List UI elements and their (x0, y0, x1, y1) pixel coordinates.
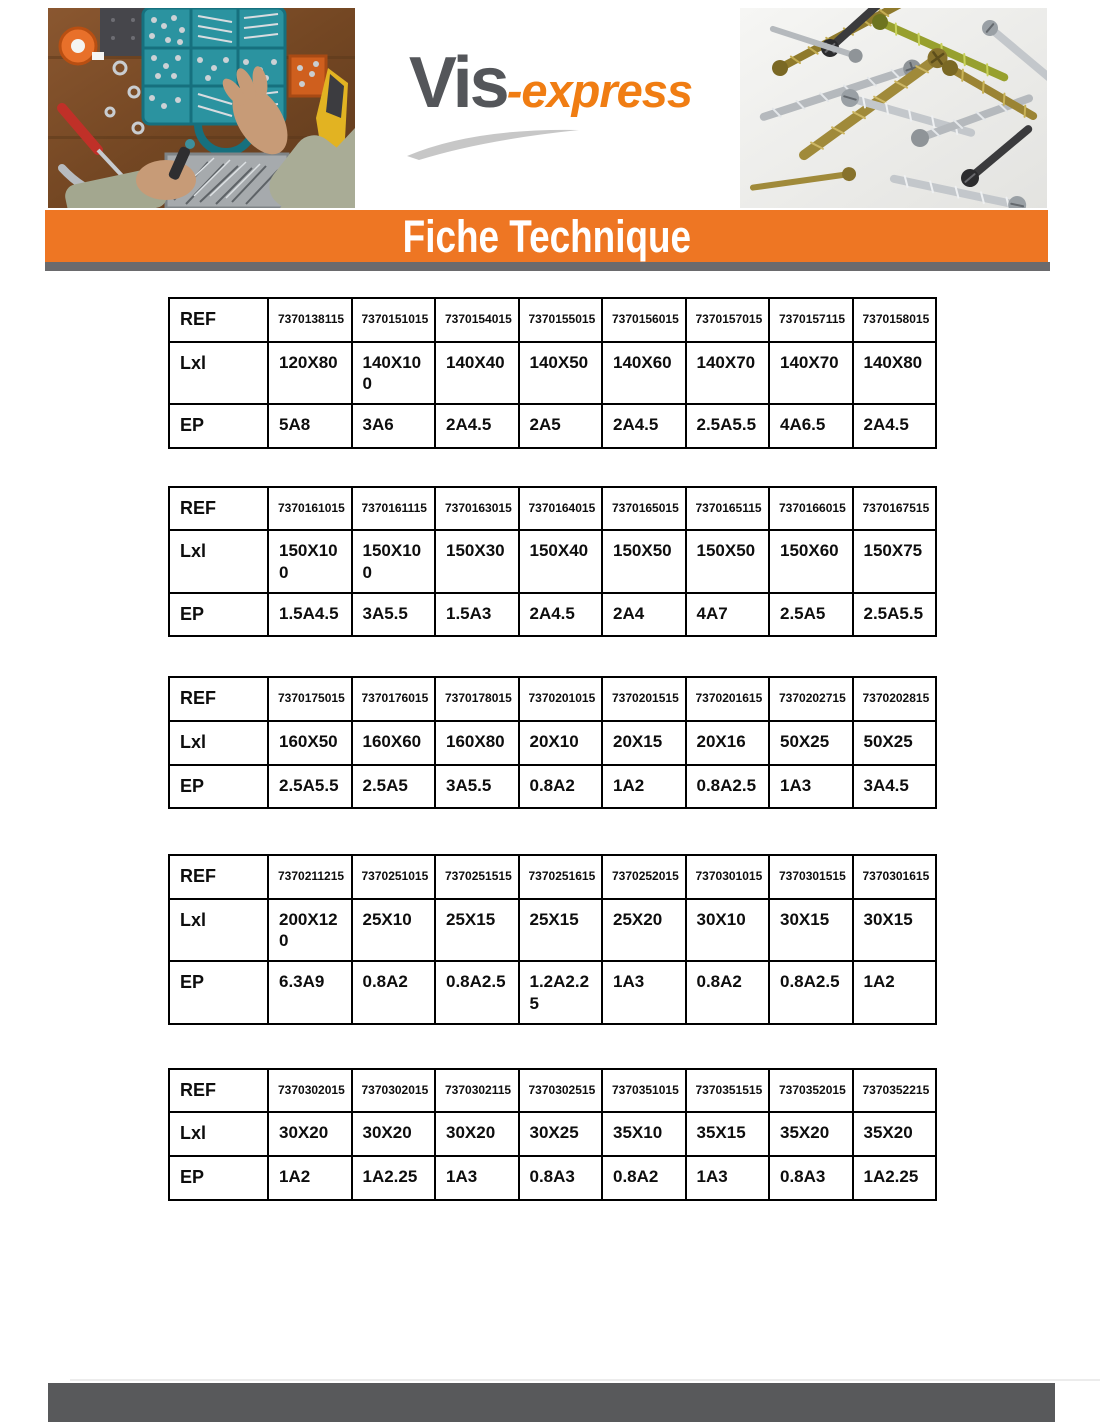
lxl-cell: 150X30 (435, 530, 519, 593)
ep-row (169, 404, 936, 448)
ep-row-label: EP (169, 404, 268, 448)
spec-table (168, 297, 937, 449)
ep-cell: 2.5A5 (352, 765, 436, 809)
lxl-cell: 150X100 (268, 530, 352, 593)
ref-cell: 7370201015 (519, 677, 603, 721)
ep-cell: 1.5A4.5 (268, 593, 352, 637)
ep-cell: 0.8A2.5 (686, 765, 770, 809)
ref-row (169, 677, 936, 721)
ref-cell: 7370202715 (769, 677, 853, 721)
ep-row-label: EP (169, 765, 268, 809)
ep-row (169, 1156, 936, 1200)
ref-cell: 7370251515 (435, 855, 519, 899)
ep-row-label: EP (169, 1156, 268, 1200)
ref-cell: 7370161115 (352, 487, 436, 531)
ref-cell: 7370156015 (602, 298, 686, 342)
lxl-cell: 150X50 (686, 530, 770, 593)
lxl-cell: 140X40 (435, 342, 519, 405)
ep-row (169, 765, 936, 809)
ref-cell: 7370251015 (352, 855, 436, 899)
lxl-row (169, 342, 936, 405)
ep-cell: 1A2.25 (853, 1156, 937, 1200)
lxl-cell: 30X15 (769, 899, 853, 962)
ref-cell: 7370301615 (853, 855, 937, 899)
lxl-cell: 35X10 (602, 1112, 686, 1156)
lxl-cell: 150X100 (352, 530, 436, 593)
ref-cell: 7370155015 (519, 298, 603, 342)
ref-cell: 7370211215 (268, 855, 352, 899)
ref-cell: 7370351515 (686, 1069, 770, 1113)
ep-cell: 2A4 (602, 593, 686, 637)
logo-text-vis: Vis (408, 43, 507, 123)
ref-cell: 7370167515 (853, 487, 937, 531)
ref-cell: 7370157015 (686, 298, 770, 342)
ep-cell: 1A2 (268, 1156, 352, 1200)
ref-row (169, 855, 936, 899)
ep-cell: 0.8A2.5 (769, 961, 853, 1024)
spec-table (168, 676, 937, 809)
spec-table (168, 1068, 937, 1201)
ep-cell: 2A5 (519, 404, 603, 448)
ep-cell: 2.5A5 (769, 593, 853, 637)
spec-table (168, 486, 937, 638)
ep-cell: 2A4.5 (435, 404, 519, 448)
ref-cell: 7370164015 (519, 487, 603, 531)
ref-cell: 7370166015 (769, 487, 853, 531)
lxl-cell: 140X50 (519, 342, 603, 405)
lxl-cell: 140X70 (686, 342, 770, 405)
ref-cell: 7370178015 (435, 677, 519, 721)
orange-bin (290, 56, 326, 96)
lxl-cell: 30X10 (686, 899, 770, 962)
ref-cell: 7370165115 (686, 487, 770, 531)
ep-cell: 0.8A2 (352, 961, 436, 1024)
ref-cell: 7370158015 (853, 298, 937, 342)
ref-cell: 7370351015 (602, 1069, 686, 1113)
lxl-cell: 35X20 (853, 1112, 937, 1156)
ep-cell: 2A4.5 (853, 404, 937, 448)
ep-cell: 0.8A3 (769, 1156, 853, 1200)
ref-row (169, 1069, 936, 1113)
footer-bar (48, 1383, 1055, 1422)
lxl-row-label: Lxl (169, 899, 268, 962)
ref-cell: 7370301515 (769, 855, 853, 899)
ep-cell: 4A7 (686, 593, 770, 637)
footer-separator (70, 1379, 1100, 1381)
lxl-cell: 50X25 (769, 721, 853, 765)
ref-cell: 7370163015 (435, 487, 519, 531)
ref-cell: 7370151015 (352, 298, 436, 342)
ep-cell: 3A6 (352, 404, 436, 448)
ref-cell: 7370175015 (268, 677, 352, 721)
lxl-cell: 25X15 (519, 899, 603, 962)
lxl-row-label: Lxl (169, 342, 268, 405)
ep-cell: 0.8A2 (686, 961, 770, 1024)
lxl-cell: 30X20 (268, 1112, 352, 1156)
ep-cell: 5A8 (268, 404, 352, 448)
logo-text-express: -express (506, 64, 693, 117)
ref-cell: 7370302015 (268, 1069, 352, 1113)
lxl-cell: 200X120 (268, 899, 352, 962)
workbench-photo-art (48, 8, 355, 208)
lxl-cell: 150X60 (769, 530, 853, 593)
ep-cell: 0.8A2 (602, 1156, 686, 1200)
ref-cell: 7370302515 (519, 1069, 603, 1113)
lxl-cell: 150X50 (602, 530, 686, 593)
lxl-cell: 160X80 (435, 721, 519, 765)
ref-cell: 7370251615 (519, 855, 603, 899)
lxl-cell: 160X50 (268, 721, 352, 765)
lxl-cell: 120X80 (268, 342, 352, 405)
ref-cell: 7370302015 (352, 1069, 436, 1113)
ep-cell: 6.3A9 (268, 961, 352, 1024)
ref-cell: 7370352015 (769, 1069, 853, 1113)
ep-cell: 1A3 (686, 1156, 770, 1200)
ref-row-label: REF (169, 487, 268, 531)
lxl-row-label: Lxl (169, 530, 268, 593)
lxl-cell: 30X20 (352, 1112, 436, 1156)
spec-tables (168, 297, 937, 1201)
ref-row (169, 298, 936, 342)
ep-cell: 0.8A3 (519, 1156, 603, 1200)
ep-cell: 1A2 (602, 765, 686, 809)
ep-row-label: EP (169, 961, 268, 1024)
ep-cell: 1A2 (853, 961, 937, 1024)
ref-row-label: REF (169, 1069, 268, 1113)
lxl-row (169, 899, 936, 962)
ref-cell: 7370302115 (435, 1069, 519, 1113)
lxl-cell: 50X25 (853, 721, 937, 765)
ref-cell: 7370161015 (268, 487, 352, 531)
lxl-cell: 25X10 (352, 899, 436, 962)
ep-cell: 2.5A5.5 (268, 765, 352, 809)
ep-cell: 3A4.5 (853, 765, 937, 809)
logo-swoosh (403, 126, 583, 160)
screw-pile-art (740, 8, 1047, 208)
banner-underline-bar (45, 262, 1050, 271)
ref-row-label: REF (169, 855, 268, 899)
spec-table (168, 854, 937, 1025)
ep-cell: 0.8A2.5 (435, 961, 519, 1024)
ep-row-label: EP (169, 593, 268, 637)
lxl-row (169, 1112, 936, 1156)
lxl-cell: 25X15 (435, 899, 519, 962)
lxl-cell: 140X100 (352, 342, 436, 405)
ep-cell: 1A2.25 (352, 1156, 436, 1200)
lxl-cell: 20X15 (602, 721, 686, 765)
ref-cell: 7370202815 (853, 677, 937, 721)
ep-cell: 1.5A3 (435, 593, 519, 637)
ep-cell: 1A3 (435, 1156, 519, 1200)
ref-row-label: REF (169, 298, 268, 342)
ref-cell: 7370352215 (853, 1069, 937, 1113)
ref-cell: 7370252015 (602, 855, 686, 899)
ep-row (169, 961, 936, 1024)
lxl-row-label: Lxl (169, 1112, 268, 1156)
ref-row (169, 487, 936, 531)
page-title: Fiche Technique (402, 210, 691, 262)
lxl-cell: 20X16 (686, 721, 770, 765)
ep-cell: 1.2A2.25 (519, 961, 603, 1024)
workbench-photo (48, 8, 355, 208)
ep-cell: 2.5A5.5 (686, 404, 770, 448)
lxl-cell: 20X10 (519, 721, 603, 765)
screw-pile-photo (740, 8, 1047, 208)
lxl-cell: 30X15 (853, 899, 937, 962)
lxl-row (169, 530, 936, 593)
ref-cell: 7370138115 (268, 298, 352, 342)
ref-cell: 7370176015 (352, 677, 436, 721)
ep-cell: 4A6.5 (769, 404, 853, 448)
ep-cell: 1A3 (769, 765, 853, 809)
lxl-cell: 140X80 (853, 342, 937, 405)
lxl-cell: 150X75 (853, 530, 937, 593)
ep-cell: 3A5.5 (352, 593, 436, 637)
ep-cell: 2.5A5.5 (853, 593, 937, 637)
ep-cell: 0.8A2 (519, 765, 603, 809)
ref-row-label: REF (169, 677, 268, 721)
ref-cell: 7370154015 (435, 298, 519, 342)
lxl-row-label: Lxl (169, 721, 268, 765)
lxl-cell: 35X15 (686, 1112, 770, 1156)
lxl-cell: 160X60 (352, 721, 436, 765)
lxl-cell: 140X60 (602, 342, 686, 405)
title-banner (45, 210, 1048, 262)
lxl-cell: 35X20 (769, 1112, 853, 1156)
lxl-cell: 25X20 (602, 899, 686, 962)
ep-cell: 3A5.5 (435, 765, 519, 809)
ref-cell: 7370165015 (602, 487, 686, 531)
ep-cell: 2A4.5 (519, 593, 603, 637)
lxl-cell: 30X20 (435, 1112, 519, 1156)
ref-cell: 7370201515 (602, 677, 686, 721)
ep-row (169, 593, 936, 637)
lxl-cell: 30X25 (519, 1112, 603, 1156)
vis-express-logo (378, 42, 723, 192)
lxl-row (169, 721, 936, 765)
lxl-cell: 150X40 (519, 530, 603, 593)
ref-cell: 7370201615 (686, 677, 770, 721)
ep-cell: 1A3 (602, 961, 686, 1024)
ep-cell: 2A4.5 (602, 404, 686, 448)
ref-cell: 7370157115 (769, 298, 853, 342)
lxl-cell: 140X70 (769, 342, 853, 405)
ref-cell: 7370301015 (686, 855, 770, 899)
